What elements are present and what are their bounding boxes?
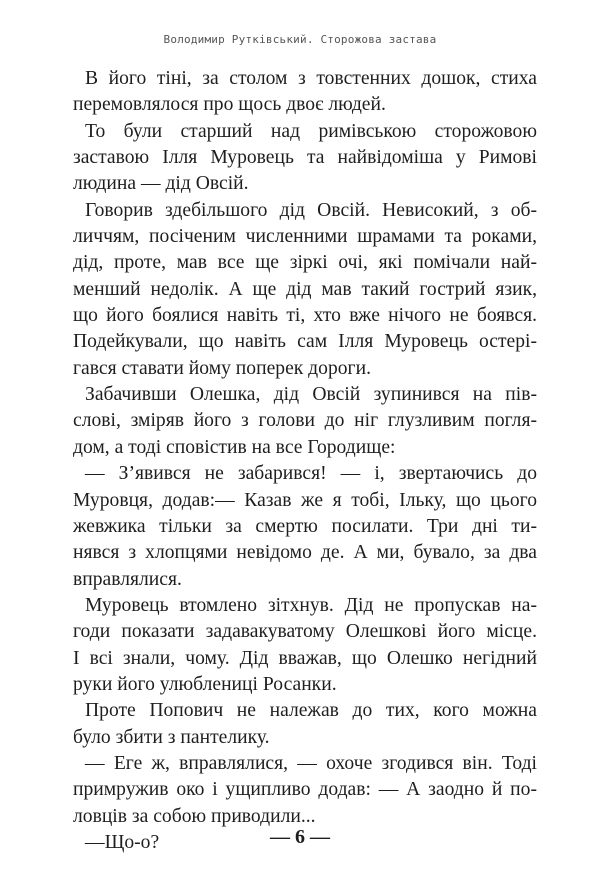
text-line: дід, проте, мав все ще зіркі очі, які помічали най-	[73, 252, 537, 274]
text-line: —Що-о?	[85, 831, 160, 853]
text-line: гався ставати йому поперек дороги.	[73, 357, 371, 379]
text-line: Подейкували, що навіть сам Ілля Муровець остері-	[73, 331, 537, 353]
text-line: заставою Ілля Муровець та найвідоміша у Римові	[73, 147, 537, 169]
text-line: вправлялися.	[73, 568, 182, 590]
text-line: — З’явився не забарився! — і, звертаючись до	[85, 463, 537, 485]
text-line: слові, зміряв його з голови до ніг глузливим погля-	[73, 410, 537, 432]
text-line: руки його улюблениці Росанки.	[73, 673, 337, 695]
text-line: личчям, посіченим численними шрамами та роками,	[73, 226, 537, 248]
text-line: Проте Попович не належав до тих, кого можна	[85, 700, 537, 722]
text-line: що його боялися навіть ті, хто вже нічого не боявся.	[73, 305, 537, 327]
running-header: Володимир Рутківський. Сторожова застава	[163, 33, 437, 46]
text-line: людина — дід Овсій.	[73, 173, 249, 195]
body-text	[73, 66, 537, 856]
text-line: Говорив здебільшого дід Овсій. Невисокий, з об-	[85, 199, 537, 221]
text-line: ловців за собою приводили...	[73, 805, 316, 827]
text-line: В його тіні, за столом з товстенних дошок, стиха	[85, 68, 537, 89]
page-number: — 6 —	[270, 826, 330, 848]
text-line: Муровця, додав:— Казав же я тобі, Ільку, що цього	[73, 489, 537, 511]
text-line: — Еге ж, вправлялися, — охоче згодився він. Тоді	[85, 752, 537, 774]
text-line: Муровець втомлено зітхнув. Дід не пропускав на-	[85, 594, 537, 616]
text-line: годи показати задавакуватому Олешкові його місце.	[73, 621, 537, 643]
text-line: було збити з пантелику.	[73, 726, 270, 748]
text-line: жевжика тільки за смертю посилати. Три дні ти-	[73, 515, 537, 537]
text-line: перемовлялося про щось двоє людей.	[73, 94, 386, 116]
text-line: менший недолік. А ще дід мав такий гострий язик,	[73, 278, 537, 300]
text-line: Забачивши Олешка, дід Овсій зупинився на пів-	[85, 384, 537, 406]
text-line: примружив око і ущипливо додав: — А заодно й по-	[73, 779, 537, 801]
text-line: дом, а тоді сповістив на все Городище:	[73, 436, 396, 458]
text-line: І всі знали, чому. Дід вважав, що Олешко негідний	[73, 647, 537, 669]
text-line: То були старший над римівською сторожовою	[85, 120, 537, 142]
text-line: нявся з хлопцями невідомо де. А ми, бувало, за два	[73, 542, 537, 564]
